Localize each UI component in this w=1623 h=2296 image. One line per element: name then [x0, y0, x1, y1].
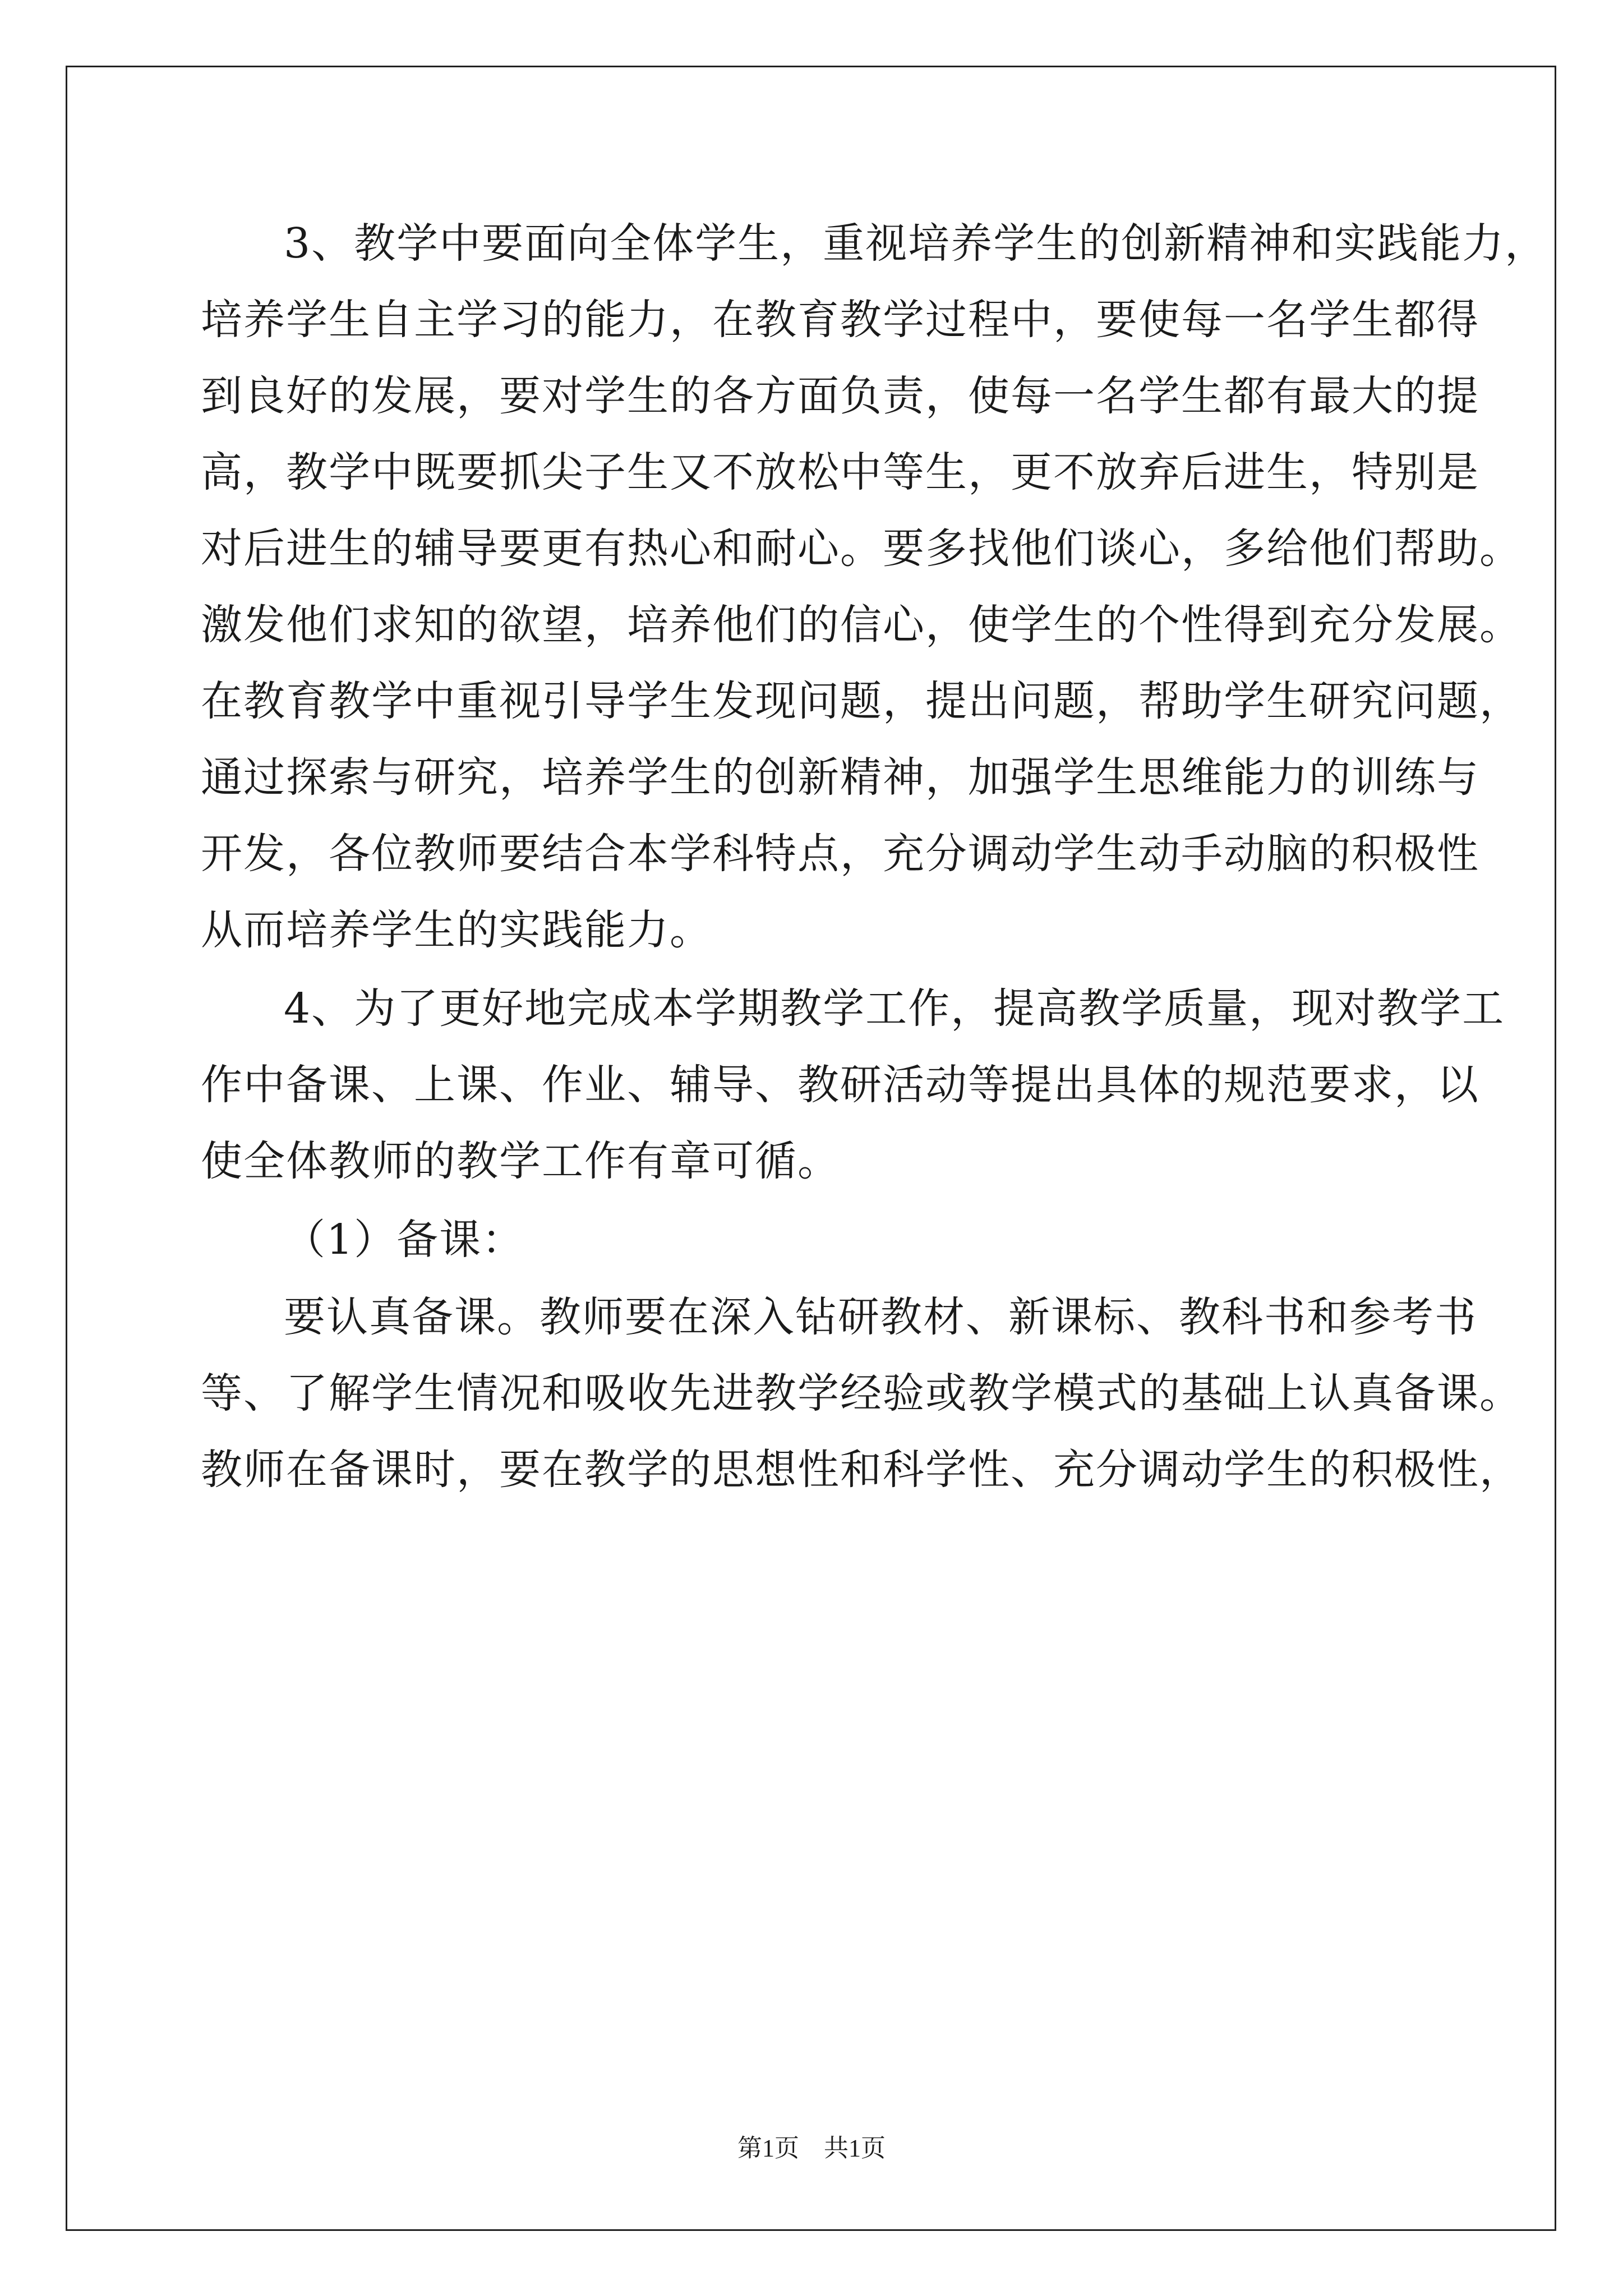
- paragraph-1-line: 高，教学中既要抓尖子生又不放松中等生，更不放弃后进生，特别是: [201, 448, 1479, 496]
- paragraph-3-line: 等、了解学生情况和吸收先进教学经验或教学模式的基础上认真备课。: [201, 1369, 1522, 1418]
- paragraph-1-line: 通过探索与研究，培养学生的创新精神，加强学生思维能力的训练与: [201, 753, 1479, 802]
- paragraph-1-line: 对后进生的辅导要更有热心和耐心。要多找他们谈心，多给他们帮助。: [201, 524, 1522, 573]
- paragraph-1-line: 到良好的发展，要对学生的各方面负责，使每一名学生都有最大的提: [201, 372, 1479, 420]
- paragraph-2-line: 4、为了更好地完成本学期教学工作，提高教学质量，现对教学工: [284, 984, 1505, 1033]
- paragraph-3-line: 教师在备课时，要在教学的思想性和科学性、充分调动学生的积极性，: [201, 1446, 1522, 1494]
- paragraph-1-line: 从而培养学生的实践能力。: [201, 906, 712, 954]
- paragraph-1-line: 开发，各位教师要结合本学科特点，充分调动学生动手动脑的积极性: [201, 830, 1479, 878]
- paragraph-1-line: 培养学生自主学习的能力，在教育教学过程中，要使每一名学生都得: [201, 296, 1479, 344]
- paragraph-3-line: 要认真备课。教师要在深入钻研教材、新课标、教科书和参考书: [284, 1293, 1477, 1341]
- paragraph-1-line: 激发他们求知的欲望，培养他们的信心，使学生的个性得到充分发展。: [201, 601, 1522, 649]
- paragraph-1-line: 3、教学中要面向全体学生，重视培养学生的创新精神和实践能力，: [284, 219, 1548, 268]
- section-heading: （1）备课：: [284, 1216, 525, 1264]
- paragraph-1-line: 在教育教学中重视引导学生发现问题，提出问题，帮助学生研究问题，: [201, 677, 1522, 725]
- page-footer: 第1页 共1页: [737, 2134, 886, 2162]
- paragraph-2-line: 作中备课、上课、作业、辅导、教研活动等提出具体的规范要求，以: [201, 1061, 1479, 1109]
- paragraph-2-line: 使全体教师的教学工作有章可循。: [201, 1137, 840, 1185]
